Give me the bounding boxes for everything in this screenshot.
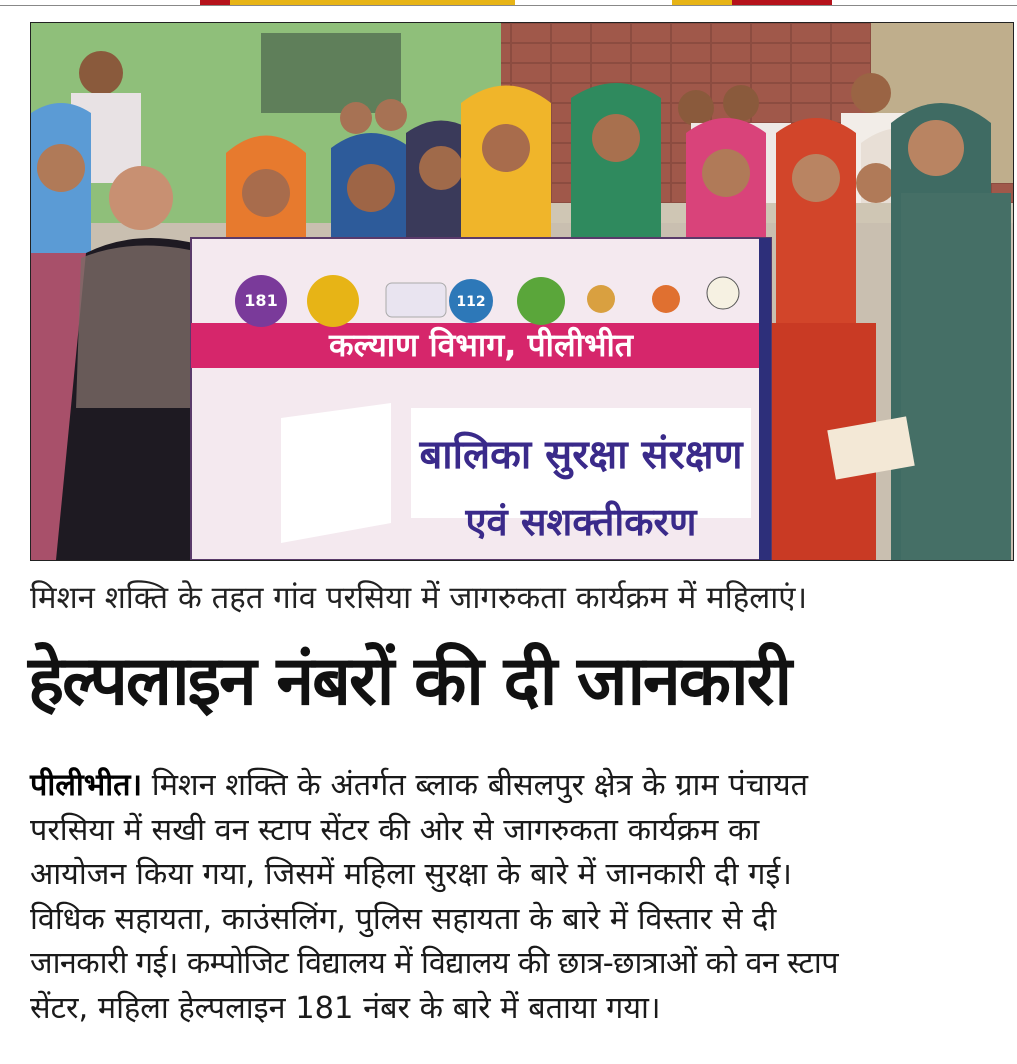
body-line-4: विधिक सहायता, काउंसलिंग, पुलिस सहायता के बारे में विस्तार से दी bbox=[30, 901, 777, 937]
banner-line-1: कल्याण विभाग, पीलीभीत bbox=[329, 326, 633, 364]
article-body bbox=[30, 764, 1015, 1031]
body-line-1-text: मिशन शक्ति के अंतर्गत ब्लाक बीसलपुर क्षेत्र के ग्राम पंचायत bbox=[142, 768, 809, 803]
photo-caption: मिशन शक्ति के तहत गांव परसिया में जागरुकता कार्यक्रम में महिलाएं। bbox=[30, 580, 808, 616]
banner-line-2: बालिका सुरक्षा संरक्षण bbox=[419, 432, 743, 478]
news-photo bbox=[30, 22, 1014, 561]
banner-badge-112: 112 bbox=[456, 294, 486, 310]
body-line-2: परसिया में सखी वन स्टाप सेंटर की ओर से जागरुकता कार्यक्रम का bbox=[30, 812, 760, 848]
body-line-5: जानकारी गई। कम्पोजिट विद्यालय में विद्यालय की छात्र-छात्राओं को वन स्टाप bbox=[30, 946, 838, 981]
dateline: पीलीभीत। bbox=[30, 768, 143, 803]
banner-line-3: एवं सशक्तीकरण bbox=[465, 500, 697, 544]
banner-badge-181: 181 bbox=[244, 291, 278, 310]
headline: हेल्पलाइन नंबरों की दी जानकारी bbox=[28, 642, 791, 721]
top-color-strip bbox=[0, 0, 1017, 6]
body-line-1 bbox=[30, 764, 1015, 809]
body-line-3: आयोजन किया गया, जिसमें महिला सुरक्षा के बारे में जानकारी दी गई। bbox=[30, 857, 792, 892]
body-line-6: सेंटर, महिला हेल्पलाइन 181 नंबर के बारे में बताया गया। bbox=[30, 990, 661, 1026]
